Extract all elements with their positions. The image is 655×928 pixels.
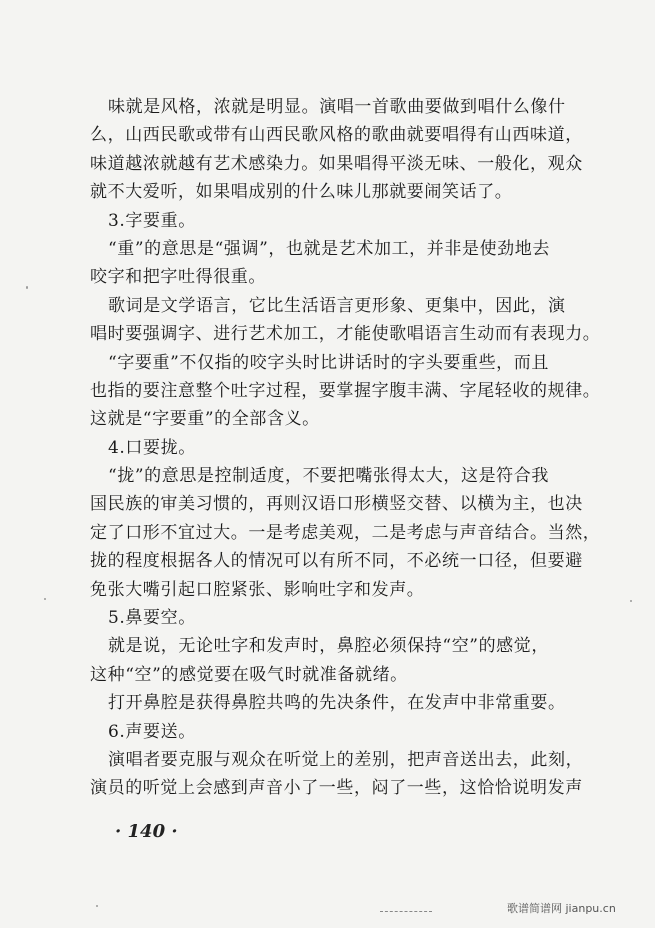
scan-speck xyxy=(26,286,28,289)
text-line: “重”的意思是“强调”，也就是艺术加工，并非是使劲地去 xyxy=(108,238,550,259)
text-line: 唱时要强调字、进行艺术加工，才能使歌唱语言生动而有表现力。 xyxy=(90,324,601,345)
text-line: “字要重”不仅指的咬字头时比讲话时的字头要重些，而且 xyxy=(108,352,549,373)
text-line: 演员的听觉上会感到声音小了一些，闷了一些，这恰恰说明发声 xyxy=(90,778,583,799)
text-line: 味道越浓就越有艺术感染力。如果唱得平淡无味、一般化，观众 xyxy=(90,153,583,174)
scan-speck xyxy=(44,598,46,600)
text-line: 国民族的审美习惯的，再则汉语口形横竖交替、以横为主，也决 xyxy=(90,494,583,515)
text-line: “拢”的意思是控制适度，不要把嘴张得太大，这是符合我 xyxy=(108,466,549,487)
text-line: 这就是“字要重”的全部含义。 xyxy=(90,409,320,430)
text-line: 歌词是文学语言，它比生活语言更形象、更集中，因此，演 xyxy=(108,295,566,316)
text-line: 味就是风格，浓就是明显。演唱一首歌曲要做到唱什么像什 xyxy=(108,97,566,117)
section-heading: 4.口要拢。 xyxy=(108,437,196,458)
text-line: 就不大爱听，如果唱成别的什么味儿那就要闹笑话了。 xyxy=(90,182,513,203)
scan-speck xyxy=(630,600,632,602)
text-line: 就是说，无论吐字和发声时，鼻腔必须保持“空”的感觉， xyxy=(108,636,549,657)
text-line: 拢的程度根据各人的情况可以有所不同，不必统一口径，但要避 xyxy=(90,551,583,572)
text-line: 咬字和把字吐得很重。 xyxy=(90,267,266,288)
text-line: 也指的要注意整个吐字过程，要掌握字腹丰满、字尾轻收的规律。 xyxy=(90,380,601,401)
text-line: 演唱者要克服与观众在听觉上的差别，把声音送出去，此刻， xyxy=(108,749,584,770)
section-heading: 3.字要重。 xyxy=(108,210,196,231)
text-line: 这种“空”的感觉要在吸气时就准备就绪。 xyxy=(90,664,408,685)
section-heading: 5.鼻要空。 xyxy=(108,608,196,629)
scan-speck xyxy=(96,905,98,907)
text-line: 免张大嘴引起口腔紧张、影响吐字和发声。 xyxy=(90,579,425,600)
footer-rule xyxy=(380,911,432,912)
text-line: 么，山西民歌或带有山西民歌风格的歌曲就要唱得有山西味道， xyxy=(90,125,583,146)
text-line: 定了口形不宜过大。一是考虑美观，二是考虑与声音结合。当然， xyxy=(90,522,601,543)
watermark: 歌谱简谱网 jianpu.cn xyxy=(507,902,616,915)
section-heading: 6.声要送。 xyxy=(108,721,196,742)
text-line: 打开鼻腔是获得鼻腔共鸣的先决条件，在发声中非常重要。 xyxy=(108,693,566,714)
page-number: · 140 · xyxy=(115,821,178,842)
page-body xyxy=(90,93,601,803)
